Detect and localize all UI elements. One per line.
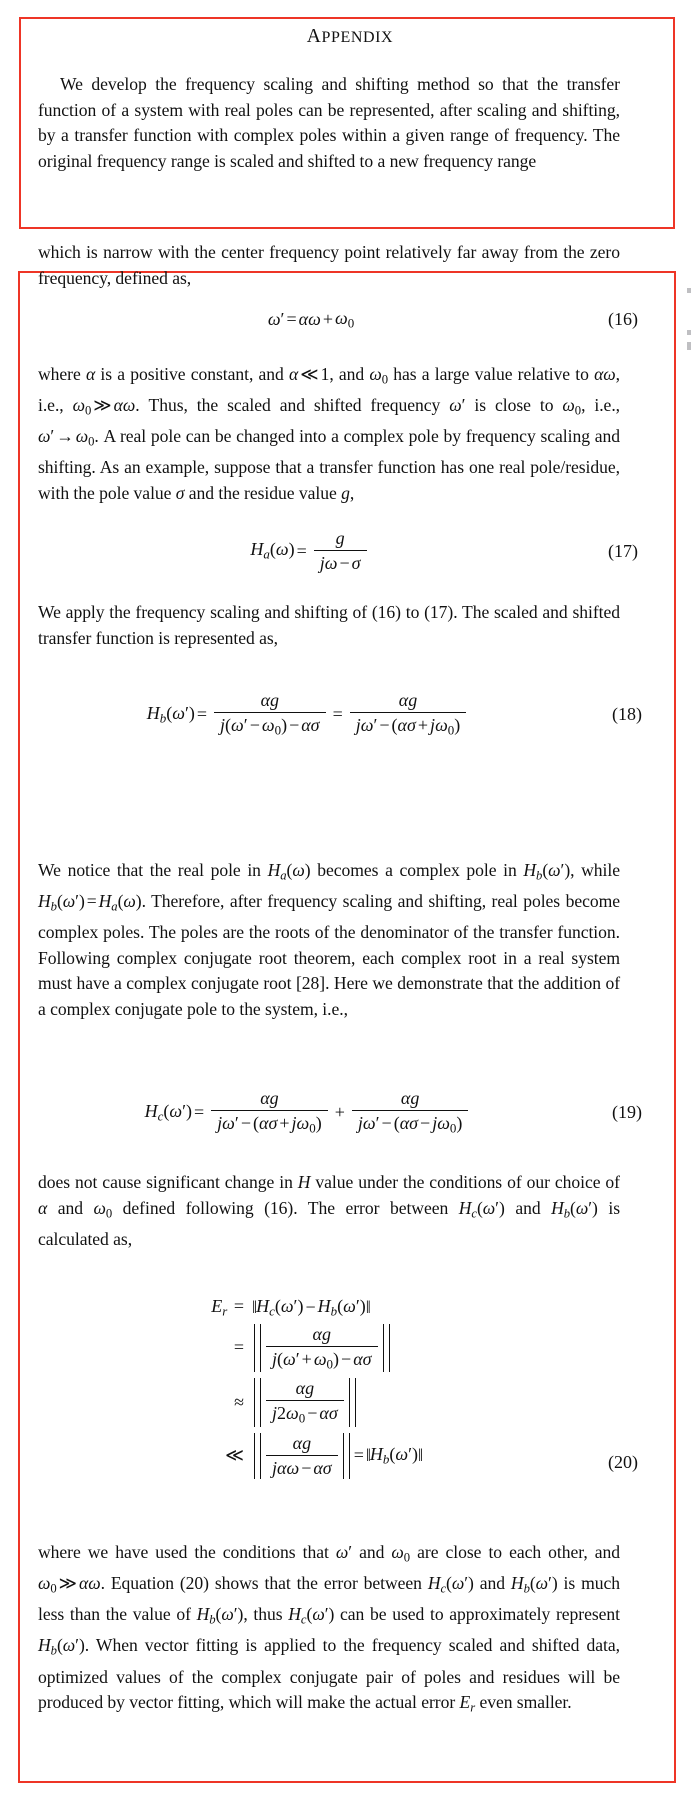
p7-Hb-1: $H_b(\omega')$ [510,1573,558,1596]
p5-Hb-1: $H_b(\omega')$ [523,860,571,883]
margin-speck [687,342,691,350]
p6-Hb: $H_b(\omega')$ [551,1197,598,1221]
eq20-denominator-2: $j(\omega' + \omega_0) - \alpha\sigma$ [266,1346,378,1373]
p7-omega-prime: ω′ [335,1542,353,1562]
p3-alpha-1: α [85,364,96,384]
equation-20-line-4 [38,1433,638,1479]
equation-19-body [30,1088,588,1137]
eq20-norm-close-5: ‖ [418,1445,423,1466]
p3-omega-prime-1: ω′ [449,395,466,416]
p7-omega0-1: $\omega_0$ [391,1542,411,1565]
p7-seg-e: and [473,1573,511,1594]
p3-seg-d: . Thus, the scaled and shifted frequency [135,395,450,416]
p3-omega0-4: $\omega_0$ [75,426,95,449]
eq17-lhs: $H_a(\omega)$ [250,539,295,562]
eq16-equals: = [286,309,297,330]
equation-17-number: (17) [608,540,638,561]
eq20-rel-3: ≈ [234,1392,244,1413]
p3-one: 1 [320,364,330,384]
p3-alpha-2: α [289,364,299,384]
p3-seg-g: and the residue value [184,483,342,504]
equation-20-number: (20) [608,1452,638,1472]
p3-arrow: → [56,426,74,447]
paragraph-narrow-range-container [38,240,620,291]
equation-18-body [30,690,588,739]
equation-19-number: (19) [612,1101,642,1122]
paragraph-intro: We develop the frequency scaling and shifting method so that the transfer function of a system with real poles can be represented, after scaling and shifting, by a transfer function with complex poles within a given range of frequency. The original frequency range is scaled and shifted to a new frequency range [38,74,620,171]
p5-equals: = [86,891,97,912]
norm-bar-left [254,1324,261,1373]
eq20-norm-open-5: ‖ [365,1445,370,1466]
eq18-equals-1: = [196,703,208,724]
eq20-norm-4 [254,1433,350,1479]
p7-seg-a: where we have used the conditions that [38,1542,336,1562]
eq20-norm-3 [254,1378,356,1427]
p7-Hc-1: $H_c(\omega')$ [427,1573,474,1596]
p7-seg-i: . When vector fitting is applied to the frequency scaled and shifted data, optimized values of the complex conjugate pair of poles and residues will be produced by vector fitting, which will make the actual error [38,1635,620,1713]
p3-alpha-omega-1: αω [594,364,616,384]
eq18-equals-2: = [332,703,343,724]
p7-seg-f: is much less than the value of [38,1573,620,1625]
eq17-numerator: g [335,528,345,548]
p3-omega0-2: $\omega_0$ [72,395,92,418]
paragraph-conditions-container [38,362,620,507]
paragraph-conclusion [38,1540,620,1721]
equation-20-stack [38,1296,638,1479]
p6-seg-b: value under the conditions of our choice of [310,1172,620,1192]
section-title-rest: PPENDIX [321,29,394,46]
eq17-fraction [314,528,367,574]
p7-seg-d: . Equation (20) shows that the error between [100,1573,428,1594]
p7-omega0-2: $\omega_0$ [38,1573,57,1596]
paragraph-error-intro-container [38,1170,620,1252]
eq20-fraction-3 [266,1378,344,1427]
eq16-omega: ω [308,309,321,330]
paragraph-complex-poles [38,858,620,1023]
equation-16-body [38,308,584,332]
eq19-numerator-2: αg [400,1088,420,1108]
norm-bar-right [349,1378,356,1427]
equation-18-number: (18) [612,703,642,724]
eq20-Er: $E_r$ [211,1296,228,1319]
paragraph-error-intro [38,1170,620,1252]
p3-ll-1: ≪ [300,364,319,384]
p7-Hb-2: $H_b(\omega')$ [196,1604,244,1627]
eq20-Hb-1: $H_b(\omega')$ [317,1296,366,1319]
p3-gg-1: ≫ [93,395,112,416]
p3-seg-a: where [38,364,86,384]
eq19-plus: + [334,1101,345,1122]
eq19-fraction-2 [352,1088,469,1137]
paragraph-conclusion-container [38,1540,620,1721]
p3-seg-e: is close to [465,395,563,416]
p7-alpha-omega: αω [79,1573,101,1594]
p3-omega0-3: $\omega_0$ [562,395,582,418]
p5-seg-d: . Therefore, after frequency scaling and shifting, real poles become complex poles. The poles are the roots of the denominator of the transfer function. Following complex conjugate root theorem, each complex root in a real system must have a complex conjugate root [28]. Here we demonstrate that the addition of a complex conjugate pole to the system, i.e., [38,891,620,1020]
p3-sigma: σ [175,483,185,504]
eq16-alpha: α [298,309,309,330]
eq20-Hc-1: $H_c(\omega')$ [256,1296,304,1319]
eq20-equals-tail: = [353,1445,364,1466]
paragraph-apply-scaling-container [38,600,620,651]
equation-17-row [38,528,638,574]
eq20-rel-1: = [233,1296,244,1316]
p6-seg-d: defined following (16). The error between [112,1197,459,1218]
p5-seg-c: , while [570,860,620,880]
eq20-norm-2 [254,1324,390,1373]
eq20-numerator-3: αg [295,1378,315,1399]
norm-bar-right [343,1433,350,1479]
p7-seg-b: and [352,1542,392,1562]
p7-seg-j: even smaller. [475,1692,572,1713]
eq20-minus-1: − [305,1297,316,1318]
eq20-rel-4: ≪ [225,1445,244,1466]
equation-16-number: (16) [608,309,638,330]
eq19-denominator-2: $j\omega' - (\alpha\sigma - j\omega_0)$ [352,1110,469,1137]
margin-speck [687,288,691,293]
norm-bar-left [254,1378,261,1427]
p7-Hb-3: $H_b(\omega')$ [38,1635,85,1658]
p7-seg-c: are close to each other, and [410,1542,620,1562]
p7-Er: $E_r$ [459,1692,476,1715]
eq19-lhs: $H_c(\omega')$ [144,1100,192,1124]
eq18-denominator-1: $j(\omega' - \omega_0) - \alpha\sigma$ [214,712,326,739]
eq19-equals: = [194,1101,205,1122]
eq18-numerator-2: αg [398,690,418,710]
p7-Hc-2: $H_c(\omega')$ [288,1604,335,1627]
p6-seg-e: and [504,1197,552,1218]
p6-alpha: α [38,1197,48,1218]
p7-seg-g: , thus [243,1604,289,1625]
p6-seg-a: does not cause significant change in [38,1172,298,1192]
p3-seg-f: . A real pole can be changed into a complex pole by frequency scaling and shifting. As an example, suppose that a transfer function has one real pole/residue, with the pole value [38,426,620,504]
p3-g: g [341,483,350,504]
eq18-fraction-1 [214,690,326,739]
p5-Hb-2: $H_b(\omega')$ [38,891,85,914]
p6-Hc: $H_c(\omega')$ [458,1197,505,1221]
eq16-plus: + [322,309,333,330]
eq20-numerator-4: αg [292,1432,312,1453]
eq20-Hb-tail: $H_b(\omega')$ [369,1444,419,1467]
eq20-numerator-2: αg [312,1323,331,1344]
eq17-denominator: jω − σ [314,550,367,574]
eq18-denominator-2: $j\omega' - (\alpha\sigma + j\omega_0)$ [350,712,467,739]
eq18-lhs: $H_b(\omega')$ [146,702,195,726]
p6-seg-f: is calculated as, [38,1197,621,1249]
eq18-numerator-1: αg [260,690,280,710]
p5-seg-a: We notice that the real pole in [38,860,268,880]
paragraph-intro-container [38,72,620,174]
eq19-numerator-1: αg [260,1088,279,1108]
eq19-fraction-1 [211,1088,328,1137]
eq16-lhs-omega-prime: ω′ [267,309,285,330]
equation-20-line-3 [38,1378,638,1427]
p3-seg-b: is a positive constant, and [95,364,290,384]
equation-17-body [38,528,584,574]
equation-16-row [38,308,638,332]
norm-bar-right [383,1324,390,1373]
p3-omega0-1: $\omega_0$ [369,364,389,387]
p7-seg-h: can be used to approximately represent [334,1604,620,1625]
p6-omega0: $\omega_0$ [93,1197,113,1221]
eq19-denominator-1: $j\omega' - (\alpha\sigma + j\omega_0)$ [211,1110,328,1137]
p7-gg: ≫ [58,1573,78,1594]
p3-alpha-omega-2: αω [113,395,136,416]
p3-omega-prime-2: ω′ [38,426,55,447]
eq20-norm-open-1: ‖ [252,1297,257,1318]
norm-bar-left [254,1433,261,1479]
eq17-equals: = [296,540,307,561]
eq20-rel-2: = [233,1337,244,1358]
eq20-denominator-3: $j2\omega_0 - \alpha\sigma$ [266,1400,344,1427]
eq20-fraction-2 [266,1324,378,1373]
eq20-denominator-4: jαω − ασ [266,1455,338,1479]
equation-18-row [30,690,642,739]
paragraph-conditions: where α is a positive constant, and α ≪ 1, and $\omega_0$ has a large value relative to αω, i.e., $\omega_0$ ≫ αω. Thus, the scaled and shifted frequency ω′ is close to $\omega_0$, i.e., $\omega' \to \omega_0$. A real pole can be changed into a complex pole by frequency scaling and shifting. As an example, suppose that a transfer function has one real pole/residue, with the pole value σ and the residue value g, [38,364,621,504]
p6-H: H [297,1172,311,1192]
p5-seg-b: becomes a complex pole in [310,860,524,880]
equation-19-row [30,1088,642,1137]
paragraph-narrow-range: which is narrow with the center frequency point relatively far away from the zero frequency, defined as, [38,242,620,288]
equation-20-line-1 [38,1296,638,1320]
p5-Ha: $H_a(\omega)$ [267,860,311,883]
p3-seg-h: , [349,483,355,504]
eq20-norm-close-1: ‖ [365,1297,370,1318]
equation-20-line-2 [38,1324,638,1373]
eq20-fraction-4 [266,1433,338,1479]
paragraph-complex-poles-container [38,858,620,1023]
paragraph-apply-scaling: We apply the frequency scaling and shifting of (16) to (17). The scaled and shifted transfer function is represented as, [38,602,620,648]
p3-seg-c: has a large value relative to [388,364,595,384]
eq16-omega-zero: $\omega_0$ [334,308,355,331]
p5-Ha-2: $H_a(\omega)$ [98,891,142,914]
section-title-appendix [0,26,700,48]
p6-seg-c: and [47,1197,94,1218]
eq18-fraction-2 [350,690,467,739]
section-title-initial: A [306,26,322,47]
margin-speck [687,330,691,335]
